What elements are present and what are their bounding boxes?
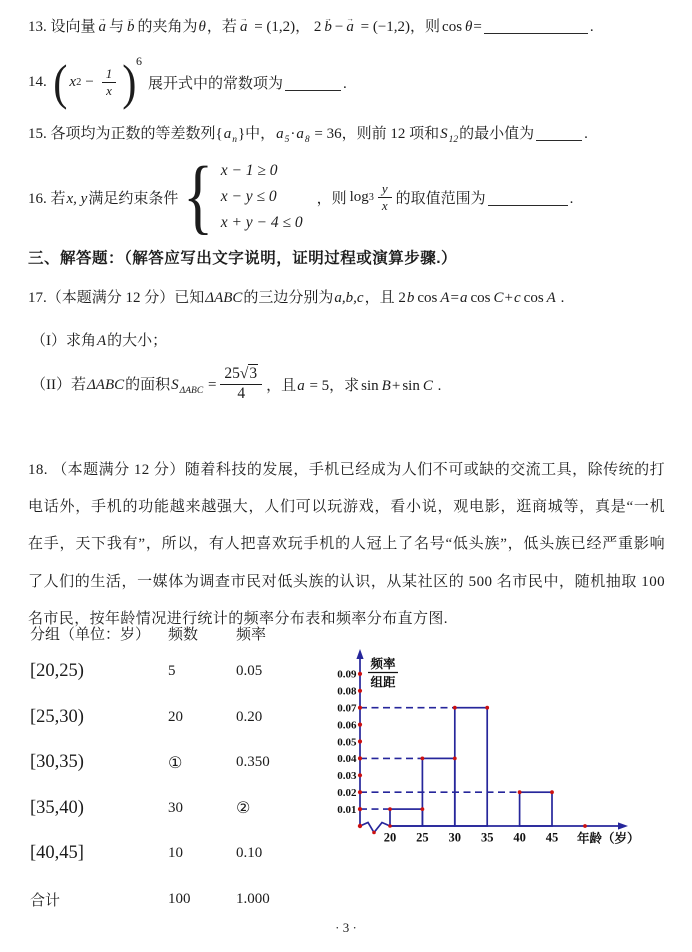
text-run: −	[334, 19, 344, 35]
table-row	[30, 695, 346, 741]
answer-blank	[536, 125, 582, 141]
coef: 25	[224, 365, 240, 383]
q16-post	[396, 187, 574, 208]
text-run: 的最小值为	[459, 126, 535, 142]
x-tick-label: 25	[416, 830, 429, 845]
text-run: θ	[465, 19, 473, 35]
table-header-row	[30, 617, 346, 649]
text-run: C	[493, 290, 504, 306]
table-cell: 0.05	[236, 663, 263, 680]
y-tick-label: 0.09	[337, 668, 357, 681]
text-run: a	[460, 290, 468, 306]
text-run: 的取值范围为	[395, 190, 486, 207]
table-cell: 0.20	[236, 708, 263, 725]
text-run: 展开式中的常数项为	[147, 75, 283, 92]
text-run: a	[276, 126, 284, 142]
text-run: n	[232, 135, 237, 145]
bar-corner-dot	[550, 790, 554, 794]
y-tick-dot	[358, 790, 362, 794]
question-17	[28, 286, 564, 307]
table-row	[30, 649, 346, 695]
y-axis-label-numerator: 频率	[370, 657, 396, 671]
histogram-bar	[520, 792, 552, 826]
axis-end-dot	[583, 824, 587, 828]
bar-corner-dot	[388, 807, 392, 811]
table-cell: [25,30)	[30, 706, 84, 727]
table-cell: 5	[168, 663, 176, 680]
q16-pre	[28, 187, 178, 208]
y-tick-dot	[358, 706, 362, 710]
text-run: = 36，则前 12 项和	[310, 126, 440, 142]
text-run: 15. 各项均为正数的等差数列{	[28, 126, 223, 142]
text-run: a →	[238, 19, 250, 36]
text-run: =	[450, 290, 459, 306]
q17-2-fraction	[220, 366, 262, 402]
text-run: B	[381, 377, 391, 394]
answer-blank	[285, 75, 341, 91]
table-cell: ②	[236, 800, 251, 818]
text-run: = (1,2)， 2	[250, 19, 322, 35]
table-header-cell: 分组（单位：岁）	[30, 626, 151, 643]
text-run: b →	[125, 19, 137, 36]
text-run: cos	[442, 19, 463, 35]
text-run: .	[342, 75, 347, 92]
y-tick-dot	[358, 689, 362, 693]
text-run: ，若	[206, 19, 237, 35]
y-axis-arrow-icon	[356, 649, 363, 659]
table-cell: 0.10	[236, 845, 263, 862]
question-18: 18. （本题满分 12 分）随着科技的发展，手机已经成为人们不可或缺的交流工具，除传统的打电话外，手机的功能越来越强大，人们可以玩游戏，看小说，观电影，逛商城等，真是“一机在手，天下我有”，所以，有人把喜欢玩手机的人冠上了名号“低头族”，低头族已经严重影响了人们的生活，一媒体为调查市民对低头族的认识，从某社区的 500 名市民中，随机抽取 100 名市民，按年龄情况进行统计的频率分布表和频率分布直方图.	[28, 462, 665, 627]
text-run: a →	[97, 19, 109, 36]
table-row	[30, 831, 346, 877]
y-tick-label: 0.02	[337, 787, 357, 799]
x-axis-label: 年龄（岁）	[577, 831, 640, 846]
text-run: A	[97, 333, 107, 349]
bar-corner-dot	[453, 706, 457, 710]
text-run: （II）若	[31, 376, 86, 393]
bar-corner-dot	[453, 757, 457, 761]
text-run: S	[171, 376, 179, 393]
table-cell: [40,45]	[30, 843, 84, 864]
q14-minus: −	[85, 73, 94, 90]
table-cell: ①	[168, 754, 183, 772]
table-cell: 20	[168, 708, 183, 725]
text-run: a →	[344, 19, 356, 36]
table-cell: 30	[168, 799, 183, 816]
histogram-bar	[422, 758, 454, 826]
text-run: ，且	[266, 377, 297, 394]
frequency-table	[30, 617, 346, 922]
q16-fraction-numerator: y	[378, 182, 392, 198]
constraint-row: x − 1 ≥ 0	[220, 162, 278, 179]
text-run: ，且 2	[364, 290, 406, 306]
text-run: 的面积	[125, 376, 171, 393]
text-run: 13. 设向量	[28, 19, 96, 35]
table-cell: 10	[168, 845, 183, 862]
table-header-cell: 频率	[236, 626, 267, 643]
text-run: .	[589, 19, 594, 35]
text-run: c	[513, 290, 521, 306]
text-run: sin	[361, 377, 379, 394]
q14-base-exponent: 2	[76, 76, 82, 88]
text-run: b	[406, 290, 415, 306]
question-14-number: 14.	[28, 73, 47, 90]
y-tick-label: 0.03	[337, 770, 357, 783]
text-run: .	[433, 377, 442, 394]
q16-fraction	[378, 182, 392, 212]
radical-sign: √	[239, 365, 249, 383]
text-run: （I）求角	[31, 333, 96, 349]
text-run: cos	[470, 290, 491, 306]
question-14: 14. ( x 2 − $\frac{1}{x}$ ) 6 展开式中的常数项为 .	[28, 53, 347, 110]
y-tick-label: 0.05	[337, 736, 357, 749]
question-16: 16. 若x, y满足约束条件 { x − 1 ≥ 0 x − y ≤ 0 x + y − 4 ≤ 0 ，则 log 3 $\frac{y}{x}$ 的取值范围为 .	[28, 150, 574, 243]
text-run: C	[422, 377, 433, 394]
table-cell: 合计	[30, 892, 61, 909]
y-tick-label: 0.07	[337, 702, 357, 715]
question-13	[28, 15, 594, 36]
table-cell: [30,35)	[30, 752, 84, 773]
table-row	[30, 740, 346, 786]
y-tick-label: 0.06	[337, 719, 357, 732]
text-run: a,b,c	[334, 290, 364, 306]
constraint-row: x + y − 4 ≤ 0	[220, 214, 303, 231]
answer-blank	[484, 18, 588, 34]
text-run: =	[204, 376, 217, 393]
table-row	[30, 786, 346, 832]
y-tick-label: 0.08	[337, 685, 357, 698]
text-run: 满足约束条件	[88, 190, 179, 207]
question-17-part1	[31, 329, 167, 350]
question-17-part2	[31, 360, 441, 408]
q16-log-base: 3	[368, 191, 374, 203]
q14-expression	[69, 67, 120, 97]
text-run: A	[440, 290, 450, 306]
q17-2-fraction-numerator	[220, 366, 262, 384]
text-run: 的夹角为	[137, 19, 198, 35]
axis-break-dot	[372, 831, 376, 835]
y-tick-label: 0.01	[337, 803, 357, 816]
text-run: 的三边分别为	[243, 290, 334, 306]
text-run: = (−1,2)，则	[356, 19, 441, 35]
histogram-bar	[390, 809, 422, 826]
text-run: θ	[198, 19, 206, 35]
q14-base: x	[69, 73, 77, 90]
q17-2-fraction-denominator: 4	[237, 384, 246, 402]
y-tick-label: 0.04	[337, 753, 357, 766]
text-run: = 5，求	[305, 377, 360, 394]
answer-blank	[488, 190, 568, 206]
q14-tail	[148, 72, 347, 93]
bar-corner-dot	[421, 807, 425, 811]
table-cell: 0.350	[236, 754, 270, 771]
q14-fraction	[102, 67, 117, 97]
q17-2-post	[266, 374, 441, 395]
bar-corner-dot	[485, 706, 489, 710]
text-run: ΔABC	[205, 290, 243, 306]
q16-log: log	[349, 188, 369, 205]
histogram-svg	[333, 643, 692, 863]
x-tick-label: 35	[480, 830, 494, 845]
table-cell: [20,25)	[30, 661, 84, 682]
text-run: cos	[523, 290, 544, 306]
q16-fraction-denominator: x	[381, 197, 388, 213]
text-run: A	[546, 290, 556, 306]
y-tick-dot	[358, 739, 362, 743]
text-run: x, y	[66, 190, 88, 207]
text-run: +	[504, 290, 513, 306]
text-run: 17.（本题满分 12 分）已知	[28, 290, 205, 306]
x-tick-label: 45	[545, 830, 559, 845]
bar-corner-dot	[421, 757, 425, 761]
table-header-cell: 频数	[168, 626, 199, 643]
question-15	[28, 122, 588, 145]
constraint-row: x − y ≤ 0	[220, 188, 277, 205]
text-run: 12	[448, 135, 459, 145]
text-run: S	[440, 126, 448, 142]
text-run: a	[296, 126, 304, 142]
table-cell: [35,40)	[30, 797, 84, 818]
origin-dot	[358, 824, 362, 828]
x-tick-label: 40	[513, 830, 526, 845]
text-run: ·	[290, 126, 296, 142]
text-run: 与	[109, 19, 125, 35]
table-row	[30, 877, 346, 923]
section-3-heading: 三、解答题：（解答应写出文字说明，证明过程或演算步骤.）	[28, 250, 458, 267]
text-run: ΔABC	[87, 376, 125, 393]
q14-outer-exponent: 6	[135, 53, 142, 68]
x-tick-label: 30	[448, 830, 462, 845]
text-run: cos	[417, 290, 438, 306]
text-run: a	[297, 377, 305, 394]
histogram-bar	[455, 708, 487, 826]
text-run: b →	[322, 19, 334, 36]
constraint-system	[221, 158, 303, 236]
text-run: +	[391, 377, 401, 394]
x-tick-label: 20	[383, 830, 397, 845]
bar-corner-dot	[518, 790, 522, 794]
q17-2-pre	[31, 373, 216, 396]
q16-mid: ，则	[316, 190, 347, 207]
text-run: 8	[304, 135, 310, 145]
text-run: ΔABC	[179, 385, 204, 396]
q14-fraction-numerator: 1	[102, 67, 117, 83]
text-run: }中，	[237, 126, 276, 142]
radicand: 3	[249, 365, 258, 383]
text-run: =	[473, 19, 482, 35]
text-run: 的大小；	[107, 333, 168, 349]
q14-fraction-denominator: x	[106, 82, 112, 98]
x-axis-arrow-icon	[618, 822, 628, 829]
text-run: .	[584, 126, 588, 142]
text-run: sin	[402, 377, 420, 394]
table-cell: 1.000	[236, 890, 270, 907]
text-run: .	[556, 290, 565, 306]
text-run: 5	[284, 135, 290, 145]
y-tick-dot	[358, 807, 362, 811]
axis-dot	[388, 824, 392, 828]
frequency-histogram	[333, 643, 692, 863]
text-run: .	[569, 190, 574, 207]
y-axis-label-denominator: 组距	[370, 675, 396, 690]
y-tick-dot	[358, 773, 362, 777]
y-tick-dot	[358, 672, 362, 676]
text-run: a	[223, 126, 232, 142]
y-tick-dot	[358, 756, 362, 760]
table-cell: 100	[168, 890, 191, 907]
page-number: · 3 ·	[335, 920, 357, 935]
y-tick-dot	[358, 723, 362, 727]
text-run: 16. 若	[28, 190, 66, 207]
